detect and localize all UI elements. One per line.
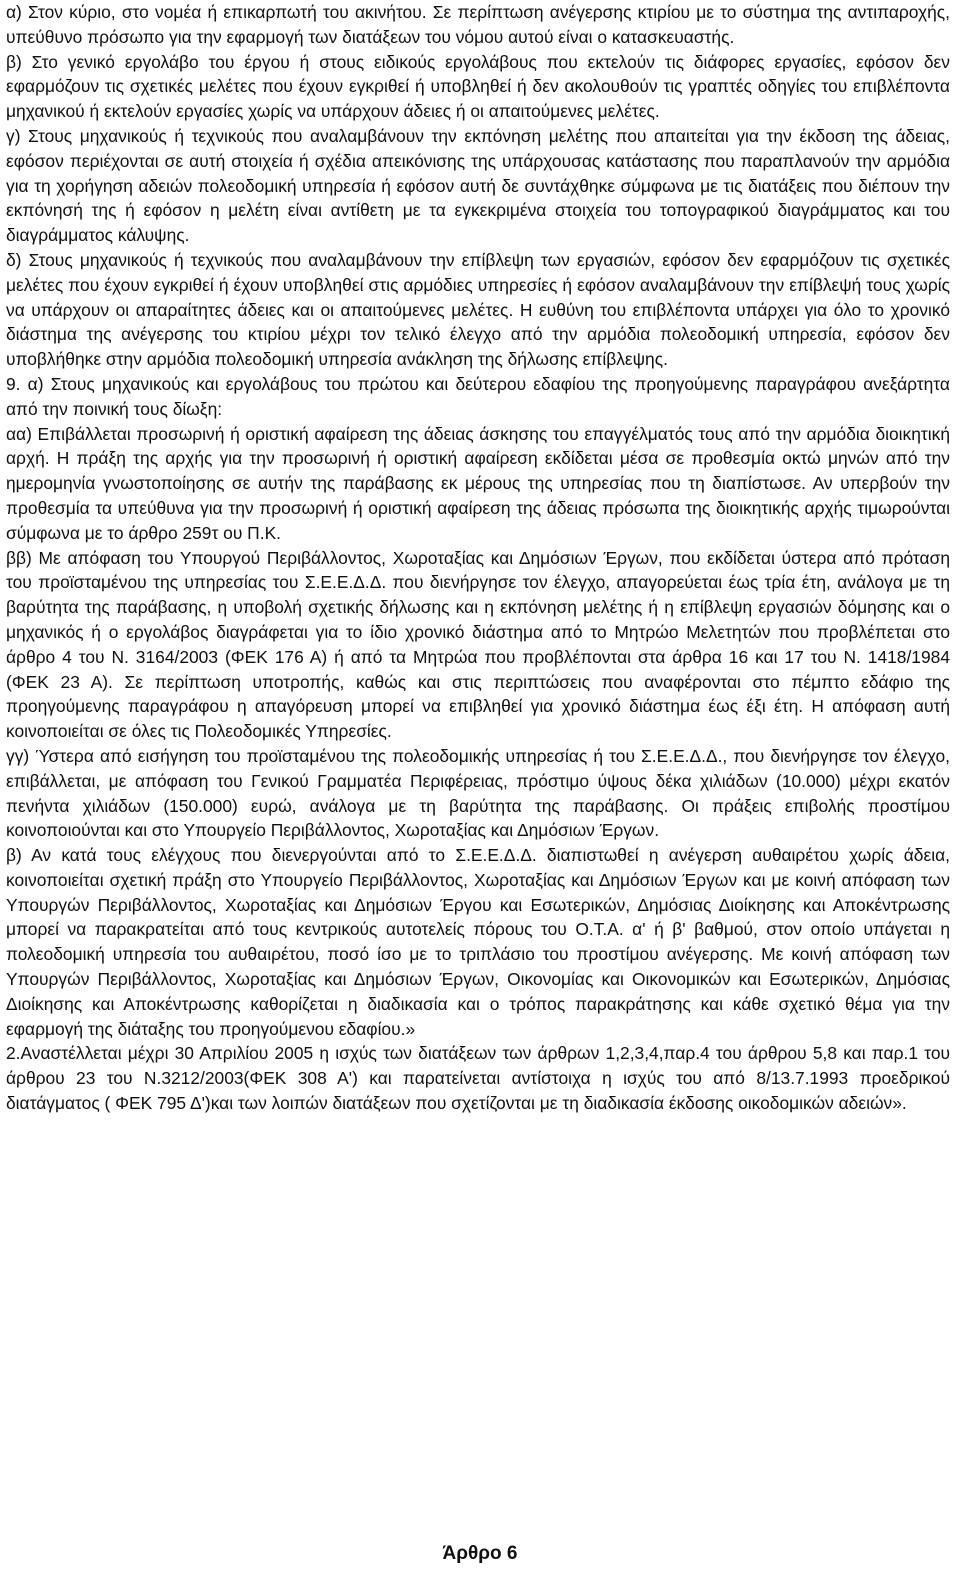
paragraph-gg-fine: γγ) Ύστερα από εισήγηση του προϊσταμένου της πολεοδομικής υπηρεσίας ή του Σ.Ε.Ε.Δ.Δ., που διενήργησε τον έλεγχο, επιβάλλεται, με απόφαση του Γενικού Γραμματέα Περιφέρειας, πρόστιμο ύψους δέκα χιλιάδων (10.000) μέχρι εκατόν πενήντα χιλιάδων (150.000) ευρώ, ανάλογα με τη βαρύτητα της παράβασης. Οι πράξεις επιβολής προστίμου κοινοποιούνται και στο Υπουργείο Περιβάλλοντος, Χωροταξίας και Δημόσιων Έργων. [6, 745, 950, 841]
article-heading: Άρθρο 6 [442, 1543, 518, 1564]
paragraph-d-supervising-engineers: δ) Στους μηχανικούς ή τεχνικούς που αναλαμβάνουν την επίβλεψη των εργασιών, εφόσον δεν εφαρμόζουν τις σχετικές μελέτες που έχουν εγκριθεί ή έχουν υποβληθεί στις αρμόδιες υπηρεσίες ή εφόσον αναλαμβάνουν την επίβλεψή τους χωρίς να υπάρχουν οι απαραίτητες άδειες και οι απαιτούμενες μελέτες. Η ευθύνη του επιβλέποντα υπάρχει για όλο το χρονικό διάστημα της ανέγερσης του κτιρίου μέχρι τον τελικό έλεγχο από την αρμόδια πολεοδομική υπηρεσία, εφόσον δεν υποβλήθηκε στην αρμόδια πολεοδομική υπηρεσία ανάκληση της δήλωσης επίβλεψης. [6, 249, 950, 370]
paragraph-9a-intro: 9. α) Στους μηχανικούς και εργολάβους του πρώτου και δεύτερου εδαφίου της προηγούμενης παραγράφου ανεξάρτητα από την ποινική τους δίωξη: [6, 373, 950, 419]
paragraph-bb-ministerial-decision: ββ) Με απόφαση του Υπουργού Περιβάλλοντος, Χωροταξίας και Δημόσιων Έργων, που εκδίδεται ύστερα από πρόταση του προϊσταμένου της υπηρεσίας του Σ.Ε.Ε.Δ.Δ. που διενήργησε τον έλεγχο, απαγορεύεται έως τρία έτη, ανάλογα με τη βαρύτητα της παράβασης, η υποβολή σχετικής δήλωσης και η εκπόνηση μελέτης ή η επίβλεψη εργασιών δόμησης και ο μηχανικός ή ο εργολάβος διαγράφεται για το ίδιο χρονικό διάστημα από το Μητρώο Μελετητών που προβλέπεται στο άρθρο 4 του Ν. 3164/2003 (ΦΕΚ 176 Α) ή από τα Μητρώα που προβλέπονται στα άρθρα 16 και 17 του Ν. 1418/1984 (ΦΕΚ 23 Α). Σε περίπτωση υποτροπής, καθώς και στις περιπτώσεις που αναφέρονται στο πέμπτο εδάφιο της προηγούμενης παραγράφου η απαγόρευση μπορεί να επιβληθεί για χρονικό διάστημα έως έξι έτη. Η απόφαση αυτή κοινοποιείται σε όλες τις Πολεοδομικές Υπηρεσίες. [6, 547, 950, 742]
paragraph-c-study-engineers: γ) Στους μηχανικούς ή τεχνικούς που αναλαμβάνουν την εκπόνηση μελέτης που απαιτείται για την έκδοση της άδειας, εφόσον περιέχονται σε αυτή στοιχεία ή σχέδια απεικόνισης της υπάρχουσας κατάστασης που παραπλανούν την αρμόδια για τη χορήγηση αδειών πολεοδομική υπηρεσία ή εφόσον αυτή δε συντάχθηκε σύμφωνα με τις διατάξεις που διέπουν την εκπόνησή της ή εφόσον η μελέτη είναι αντίθετη με τα εγκεκριμένα στοιχεία του τοπογραφικού διαγράμματος και του διαγράμματος κάλυψης. [6, 125, 950, 246]
paragraph-aa-license-removal: αα) Επιβάλλεται προσωρινή ή οριστική αφαίρεση της άδειας άσκησης του επαγγέλματός τους από την αρμόδια διοικητική αρχή. Η πράξη της αρχής για την προσωρινή ή οριστική αφαίρεση εκδίδεται μέσα σε προθεσμία οκτώ μηνών από την ημερομηνία γνωστοποίησης σε αυτήν της παράβασης εκ μέρους της υπηρεσίας που τη διαπίστωσε. Αν υπερβούν την προθεσμία τα υπεύθυνα για την προσωρινή ή οριστική αφαίρεση της άδειας πρόσωπα της διοικητικής αρχής τιμωρούνται σύμφωνα με το άρθρο 259τ ου Π.Κ. [6, 423, 950, 543]
paragraph-2-suspension: 2.Αναστέλλεται μέχρι 30 Απριλίου 2005 η ισχύς των διατάξεων των άρθρων 1,2,3,4,παρ.4 του άρθρου 5,8 και παρ.1 του άρθρου 23 του Ν.3212/2003(ΦΕΚ 308 Α') και παρατείνεται αντίστοιχα η ισχύς του από 8/13.7.1993 προεδρικού διατάγματος ( ΦΕΚ 795 Δ')και των λοιπών διατάξεων που σχετίζονται με τη διαδικασία έκδοσης οικοδομικών αδειών». [6, 1043, 950, 1114]
paragraph-b-contractor: β) Στο γενικό εργολάβο του έργου ή στους ειδικούς εργολάβους που εκτελούν τις διάφορες εργασίες, εφόσον δεν εφαρμόζουν τις σχετικές μελέτες που έχουν εγκριθεί ή υποβληθεί ή δεν ακολουθούν τις γραπτές οδηγίες του επιβλέποντα μηχανικού ή εκτελούν εργασίες χωρίς να υπάρχουν άδειες ή οι απαιτούμενες μελέτες. [6, 51, 950, 122]
document-body [6, 0, 950, 1116]
paragraph-a-owner: α) Στον κύριο, στο νομέα ή επικαρπωτή του ακινήτου. Σε περίπτωση ανέγερσης κτιρίου με το σύστημα της αντιπαροχής, υπεύθυνο πρόσωπο για την εφαρμογή των διατάξεων του νόμου αυτού είναι ο κατασκευαστής. [6, 2, 950, 47]
paragraph-b-unauthorized-building: β) Αν κατά τους ελέγχους που διενεργούνται από το Σ.Ε.Ε.Δ.Δ. διαπιστωθεί η ανέγερση αυθαιρέτου χωρίς άδεια, κοινοποιείται σχετική πράξη στο Υπουργείο Περιβάλλοντος, Χωροταξίας και Δημόσιων Έργων και με κοινή απόφαση των Υπουργών Περιβάλλοντος, Χωροταξίας και Δημόσιων Έργου και Εσωτερικών, Δημόσιας Διοίκησης και Αποκέντρωσης μπορεί να παρακρατείται από τους κεντρικούς αυτοτελείς πόρους του Ο.Τ.Α. α' ή β' βαθμού, στον οποίο υπάγεται η πολεοδομική υπηρεσία του αυθαιρέτου, ποσό ίσο με το τριπλάσιο του προστίμου ανέγερσης. Με κοινή απόφαση των Υπουργών Περιβάλλοντος, Χωροταξίας και Δημόσιων Έργων, Οικονομίας και Οικονομικών και Εσωτερικών, Δημόσιας Διοίκησης και Αποκέντρωσης καθορίζεται η διαδικασία και ο τρόπος παρακράτησης και κάθε σχετικό θέμα για την εφαρμογή της διάταξης του προηγούμενου εδαφίου.» [6, 845, 950, 1039]
